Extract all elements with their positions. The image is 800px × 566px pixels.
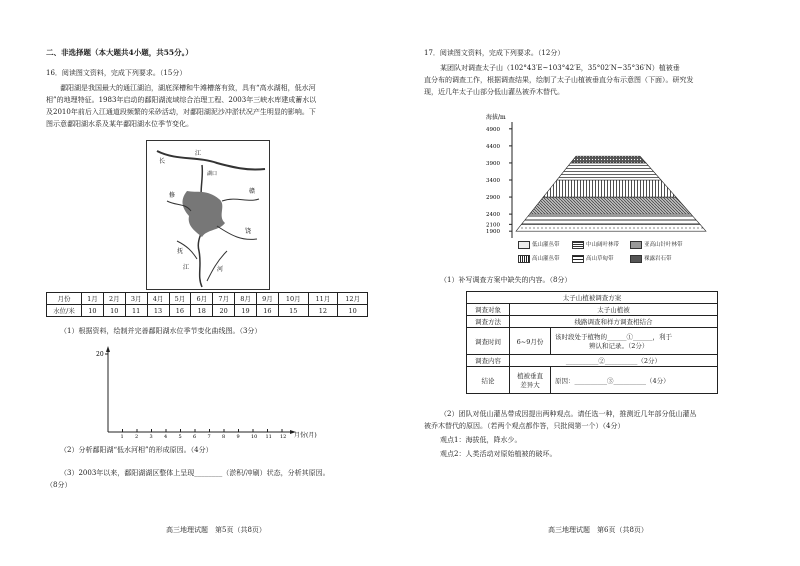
plan-blank-1[interactable]: 该时段处于植物的______①______，利于 bbox=[555, 333, 672, 341]
table-header: 12月 bbox=[338, 293, 368, 305]
table-row bbox=[467, 292, 718, 304]
q16-part2: （2）分析鄱阳湖“低水河相”的形成原因。（4分） bbox=[60, 446, 213, 454]
vegetation-chart bbox=[480, 110, 710, 245]
legend-item: 中山阔叶林带 bbox=[572, 240, 619, 249]
chart-y-tick: 4400 bbox=[486, 143, 500, 150]
q16-text-line3: 及2010年前后入江通道段频繁的采砂活动，对鄱阳湖泥沙冲淤状况产生明显的影响。下 bbox=[46, 108, 316, 116]
plan-row-value bbox=[551, 328, 718, 355]
axis-x-tick: 7 bbox=[207, 434, 211, 438]
q17-text-line3: 现，近几年太子山部分低山灌丛被乔木替代。 bbox=[424, 88, 564, 96]
chart-y-tick: 3400 bbox=[486, 178, 500, 184]
chart-y-tick: 3900 bbox=[486, 160, 500, 167]
axis-y-tick: 20 bbox=[96, 351, 104, 358]
plan-row-label: 调查方法 bbox=[467, 316, 510, 328]
plan-row-value-cont: 辨认和记录。（2分） bbox=[589, 342, 649, 350]
map-label-he: 河 bbox=[217, 266, 224, 273]
vegetation-band bbox=[521, 214, 700, 224]
vegetation-band bbox=[543, 180, 676, 197]
table-header: 9月 bbox=[257, 293, 279, 305]
plan-mid-line2: 差异大 bbox=[520, 381, 540, 389]
table-cell: 13 bbox=[147, 305, 169, 317]
blank-axes bbox=[96, 346, 336, 438]
vegetation-band bbox=[530, 197, 691, 214]
table-cell: 11 bbox=[125, 305, 147, 317]
axis-x-tick: 4 bbox=[164, 434, 168, 438]
table-cell: 16 bbox=[169, 305, 191, 317]
plan-mid-line1: 植被垂直 bbox=[517, 372, 543, 380]
chart-ylabel: 海拔/m bbox=[486, 114, 506, 121]
axis-x-tick: 12 bbox=[280, 434, 287, 438]
footer-left: 高三地理试题 第5页（共8页） bbox=[166, 526, 266, 534]
table-cell: 19 bbox=[235, 305, 257, 317]
q16-part3-score: （8分） bbox=[46, 481, 72, 489]
axis-x-tick: 3 bbox=[149, 434, 153, 438]
table-cell: 10 bbox=[338, 305, 368, 317]
axis-x-tick: 2 bbox=[135, 434, 139, 438]
legend-item: 低山灌丛带 bbox=[518, 240, 560, 249]
map-label-fu: 抚 bbox=[177, 248, 184, 255]
q16-text-line4: 图示意鄱阳湖水系及某年鄱阳湖水位季节变化。 bbox=[46, 120, 193, 128]
poyang-lake-map bbox=[146, 140, 270, 290]
plan-row-label: 调查对象 bbox=[467, 304, 510, 316]
axis-x-unit: 月份(月) bbox=[294, 432, 317, 438]
viewpoint-2: 观点2：人类活动对原始植被的破坏。 bbox=[440, 450, 557, 458]
vegetation-band bbox=[571, 156, 646, 163]
chart-y-tick: 2900 bbox=[486, 195, 500, 202]
vegetation-band bbox=[516, 224, 706, 231]
map-label-rao: 饶 bbox=[245, 228, 252, 235]
table-row bbox=[467, 355, 718, 367]
legend-item: 高山草甸带 bbox=[572, 254, 614, 263]
axis-x-tick: 10 bbox=[251, 434, 258, 438]
plan-title: 太子山植被调查方案 bbox=[467, 292, 718, 304]
table-header: 6月 bbox=[191, 293, 213, 305]
q17-text-line1: 某团队对调查太子山（102°43′E~103°42′E，35°02′N~35°36′N）植被垂 bbox=[440, 64, 680, 72]
axis-x-tick: 8 bbox=[222, 434, 226, 438]
map-label-chang: 长 bbox=[159, 158, 166, 165]
chart-y-tick: 2400 bbox=[486, 212, 500, 219]
plan-row-mid bbox=[510, 367, 551, 394]
plan-row-value: 线路调查和样方调查相结合 bbox=[510, 316, 718, 328]
q16-part3: （3）2003年以来，鄱阳湖湖区整体上呈现________（淤积/冲刷）状态，分析其原因。 bbox=[60, 469, 330, 477]
q16-heading: 16．阅读图文资料，完成下列要求。（15分） bbox=[46, 69, 187, 77]
map-label-jiang2: 江 bbox=[183, 264, 190, 271]
q17-text-line2: 直分布的调查工作，根据调查结果，绘制了太子山植被垂直分布示意图（下面）。研究发 bbox=[424, 76, 694, 84]
table-header: 5月 bbox=[169, 293, 191, 305]
legend-item: 亚高山针叶林带 bbox=[630, 240, 683, 249]
q16-text-line1: 鄱阳湖是我国最大的通江湖泊，湖底深槽和牛滩槽落有致，具有“高水湖相，低水河 bbox=[60, 84, 316, 92]
table-header-row bbox=[47, 293, 368, 305]
viewpoint-1: 观点1：海拔低，降水少。 bbox=[440, 436, 522, 444]
plan-blank-2[interactable]: __________②__________（2分） bbox=[510, 355, 718, 367]
q17-heading: 17．阅读图文资料，完成下列要求。（12分） bbox=[424, 49, 565, 57]
chart-y-tick: 2100 bbox=[486, 222, 500, 229]
axis-x-tick: 9 bbox=[236, 434, 240, 438]
plan-blank-3[interactable]: 原因：__________③__________（4分） bbox=[551, 367, 718, 394]
table-cell: 10 bbox=[82, 305, 104, 317]
q17-part1: （1）补写调查方案中缺失的内容。（8分） bbox=[440, 276, 572, 284]
table-header: 4月 bbox=[147, 293, 169, 305]
legend-item: 裸露岩石带 bbox=[630, 254, 672, 263]
q16-text-line2: 相”的地理特征。1983年启动的鄱阳湖流域综合治理工程、2003年三峡水库建成蓄水以 bbox=[46, 96, 317, 104]
axis-x-tick: 1 bbox=[120, 434, 124, 438]
table-cell: 15 bbox=[278, 305, 308, 317]
table-cell: 12 bbox=[308, 305, 338, 317]
table-header: 月份 bbox=[47, 293, 82, 305]
table-row-label: 水位/米 bbox=[47, 305, 82, 317]
legend-item: 高山灌丛带 bbox=[518, 254, 560, 263]
axis-x-tick: 5 bbox=[178, 434, 182, 438]
q16-part1: （1）根据资料，绘制并完善鄱阳湖水位季节变化曲线图。（3分） bbox=[60, 327, 262, 335]
table-header: 11月 bbox=[308, 293, 338, 305]
q17-part2-line1: （2）团队对低山灌丛带成因提出两种观点。请任选一种，推测近几年部分低山灌丛 bbox=[440, 410, 697, 418]
table-header: 1月 bbox=[82, 293, 104, 305]
plan-row-label: 调查内容 bbox=[467, 355, 510, 367]
table-header: 2月 bbox=[103, 293, 125, 305]
chart-y-tick: 1900 bbox=[486, 229, 500, 236]
table-header: 3月 bbox=[125, 293, 147, 305]
table-cell: 16 bbox=[257, 305, 279, 317]
table-header: 10月 bbox=[278, 293, 308, 305]
map-label-xiu: 修 bbox=[169, 192, 176, 199]
chart-y-tick: 4900 bbox=[486, 126, 500, 133]
table-row bbox=[47, 305, 368, 317]
water-level-table bbox=[46, 292, 368, 317]
table-row bbox=[467, 328, 718, 355]
vegetation-band bbox=[557, 163, 661, 180]
map-label-jiang: 江 bbox=[195, 150, 202, 157]
axis-x-tick: 11 bbox=[265, 434, 272, 438]
plan-row-label: 结论 bbox=[467, 367, 510, 394]
table-cell: 18 bbox=[191, 305, 213, 317]
plan-row-mid: 6~9月份 bbox=[510, 328, 551, 355]
table-cell: 20 bbox=[213, 305, 235, 317]
map-graphic bbox=[147, 141, 269, 289]
table-row bbox=[467, 304, 718, 316]
table-row bbox=[467, 316, 718, 328]
table-cell: 10 bbox=[103, 305, 125, 317]
map-label-hukou: 湖口 bbox=[207, 171, 218, 177]
plan-row-value: 太子山植被 bbox=[510, 304, 718, 316]
table-row bbox=[467, 367, 718, 394]
plan-row-label: 调查时间 bbox=[467, 328, 510, 355]
section-title: 二、非选择题（本大题共4小题，共55分。） bbox=[46, 48, 193, 57]
axis-x-tick: 6 bbox=[193, 434, 197, 438]
table-header: 8月 bbox=[235, 293, 257, 305]
table-header: 7月 bbox=[213, 293, 235, 305]
q17-part2-line2: 被乔木替代的原因。（若两个观点都作答，只批阅第一个）（4分） bbox=[424, 422, 625, 430]
footer-right: 高三地理试题 第6页（共8页） bbox=[548, 526, 648, 534]
map-label-gan: 赣 bbox=[249, 188, 256, 195]
survey-plan-table bbox=[466, 291, 718, 394]
